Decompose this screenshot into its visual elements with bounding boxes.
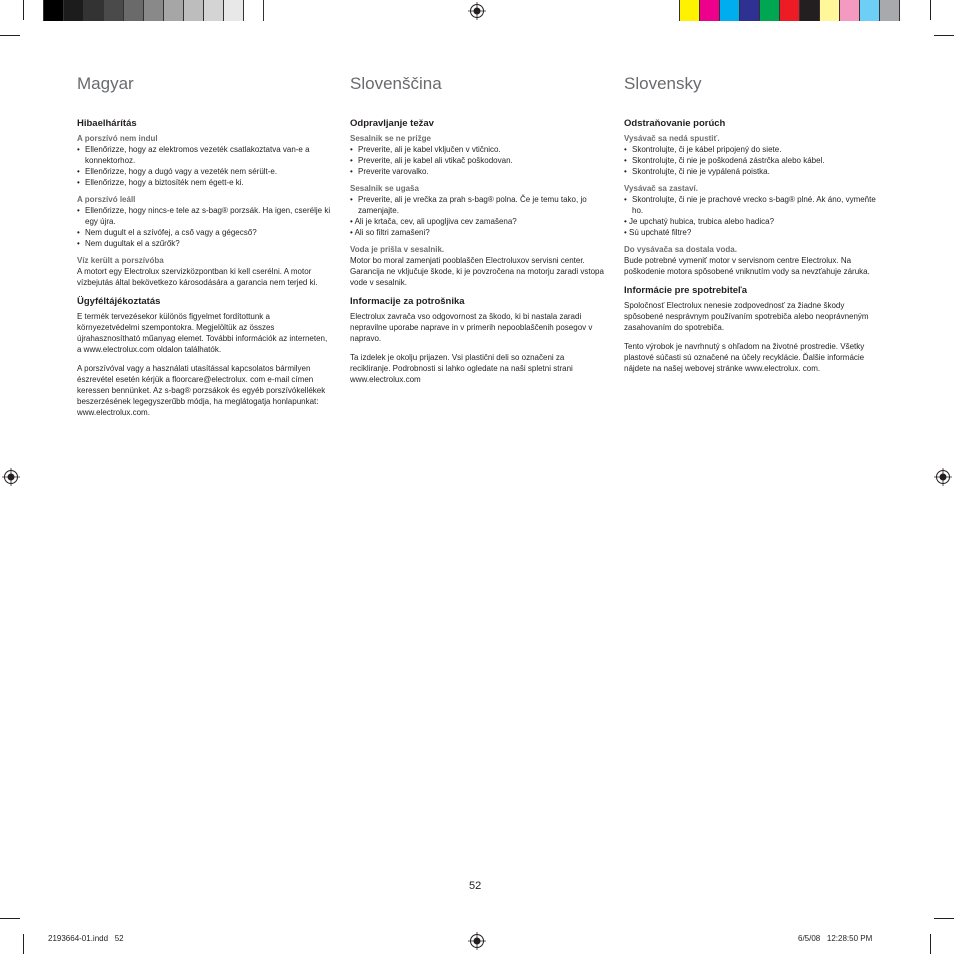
list-item: • Preverite, ali je vrečka za prah s-bag® polna. Če je temu tako, jo zamenjajte. — [350, 194, 605, 216]
problem-text: Bude potrebné vymeniť motor v servisnom centre Electrolux. Na poškodenie motora spôsobené vniknutím vody sa nevzťahuje záruka. — [624, 256, 870, 276]
list-item: • Ali so filtri zamašeni? — [350, 228, 430, 237]
list-item: • Nem dugult el a szívófej, a cső vagy a gégecső? — [77, 227, 332, 238]
grayscale-swatch-5 — [144, 0, 164, 21]
cmyk-swatch-9 — [860, 0, 880, 21]
registration-mark-icon — [2, 468, 20, 486]
cmyk-swatch-0 — [680, 0, 700, 21]
cmyk-swatch-5 — [780, 0, 800, 21]
list-item: • Ellenőrizze, hogy a dugó vagy a vezeték nem sérült-e. — [77, 166, 332, 177]
cmyk-swatch-4 — [760, 0, 780, 21]
problem-title: Vysávač sa nedá spustiť. — [624, 134, 720, 143]
problem-title: Víz került a porszívóba — [77, 256, 164, 265]
list-item: • Skontrolujte, či nie je poškodená zástrčka alebo kábel. — [624, 155, 879, 166]
consumer-info-paragraph: A porszívóval vagy a használati utasítással kapcsolatos bármilyen észrevétel esetén kérjük a floorcare@electrolux. com e-mail címen keressen bennünket. Az s-bag® porzsákok és egyéb porszívókellékek beszerzésének legegyszerűbb módja, ha meglátogatja honlapunkat: www.electrolux.com. — [77, 364, 326, 417]
list-item: • Preverite, ali je kabel ali vtikač poškodovan. — [350, 155, 605, 166]
language-title: Slovenščina — [350, 74, 442, 93]
list-item: • Skontrolujte, či nie je vypálená poistka. — [624, 166, 879, 177]
list-item: • Preverite, ali je kabel vključen v vtičnico. — [350, 144, 605, 155]
problem-title: A porszívó leáll — [77, 195, 136, 204]
troubleshooting-heading: Hibaelhárítás — [77, 118, 137, 129]
problem-text: Motor bo moral zamenjati pooblaščen Electroluxov servisni center. Garancija ne vključuje škode, ki je povzročena na motorju zaradi vstopa vode v sesalnik. — [350, 256, 604, 287]
crop-mark-top-right-v — [930, 0, 931, 20]
troubleshooting-heading: Odpravljanje težav — [350, 118, 434, 129]
problem-title: Voda je prišla v sesalnik. — [350, 245, 445, 254]
troubleshooting-heading: Odstraňovanie porúch — [624, 118, 726, 129]
consumer-info-paragraph: Ta izdelek je okolju prijazen. Vsi plastični deli so označeni za recikliranje. Podrobnosti si lahko ogledate na naši spletni strani www.electrolux.com — [350, 353, 573, 384]
consumer-info-paragraph: Tento výrobok je navrhnutý s ohľadom na životné prostredie. Všetky plastové súčasti sú označené na účely recyklácie. Ďalšie informácie nájdete na našej webovej stránke www.electrolux. com. — [624, 342, 865, 373]
cmyk-swatch-7 — [820, 0, 840, 21]
cmyk-color-bar — [679, 0, 900, 21]
grayscale-swatch-0 — [44, 0, 64, 21]
grayscale-swatch-4 — [124, 0, 144, 21]
registration-mark-icon — [468, 2, 486, 20]
consumer-info-paragraph: Spoločnosť Electrolux nenesie zodpovednosť za žiadne škody spôsobené nesprávnym používaním spotrebiča alebo neoprávneným zasahovaním do spotrebiča. — [624, 301, 869, 332]
column-slovak — [624, 72, 879, 382]
problem-text: A motort egy Electrolux szervizközpontban ki kell cserélni. A motor vízbejutás által bekövetkezo károsodására a garancia nem terjed ki. — [77, 267, 318, 287]
crop-mark-bottom-right-v — [930, 934, 931, 954]
problem-title: A porszívó nem indul — [77, 134, 158, 143]
crop-mark-top-left-v — [23, 0, 24, 20]
consumer-info-heading: Informacije za potrošnika — [350, 296, 465, 307]
list-item: • Ellenőrizze, hogy az elektromos vezeték csatlakoztatva van-e a konnektorhoz. — [77, 144, 332, 166]
list-item: • Ellenőrizze, hogy nincs-e tele az s-bag® porzsák. Ha igen, cserélje ki egy újra. — [77, 205, 332, 227]
cmyk-swatch-3 — [740, 0, 760, 21]
footer-file-info: 2193664-01.indd 52 — [48, 934, 124, 943]
consumer-info-paragraph: E termék tervezésekor különös figyelmet fordítottunk a környezetvédelmi szempontokra. Megjelöltük az összes újrahasznosítható műanyag elemet. További információk az interneten, a www.electrolux.com oldalon találhatók. — [77, 312, 328, 354]
consumer-info-paragraph: Electrolux zavrača vso odgovornost za škodo, ki bi nastala zaradi nepravilne uporabe naprave in v primerih nepooblaščenih posegov v napravo. — [350, 312, 593, 343]
consumer-info-heading: Ügyféltájékoztatás — [77, 296, 161, 307]
crop-mark-bottom-right-h — [934, 918, 954, 919]
cmyk-swatch-6 — [800, 0, 820, 21]
list-item: • Ellenőrizze, hogy a biztosíték nem égett-e ki. — [77, 177, 332, 188]
registration-mark-icon — [468, 932, 486, 950]
page-number: 52 — [469, 880, 482, 892]
registration-mark-icon — [934, 468, 952, 486]
problem-title: Sesalnik se ne prižge — [350, 134, 431, 143]
crop-mark-top-right-h — [934, 35, 954, 36]
consumer-info-heading: Informácie pre spotrebiteľa — [624, 285, 747, 296]
grayscale-swatch-2 — [84, 0, 104, 21]
grayscale-swatch-10 — [244, 0, 264, 21]
cmyk-swatch-8 — [840, 0, 860, 21]
cmyk-swatch-2 — [720, 0, 740, 21]
footer-timestamp: 6/5/08 12:28:50 PM — [798, 934, 873, 943]
language-title: Magyar — [77, 74, 134, 93]
list-item: • Skontrolujte, či je kábel pripojený do siete. — [624, 144, 879, 155]
grayscale-swatch-3 — [104, 0, 124, 21]
list-item: • Je upchatý hubica, trubica alebo hadica? — [624, 217, 775, 226]
list-item: • Nem dugultak el a szűrők? — [77, 238, 332, 249]
grayscale-swatch-8 — [204, 0, 224, 21]
crop-mark-top-left-h — [0, 35, 20, 36]
problem-title: Do vysávača sa dostala voda. — [624, 245, 737, 254]
problem-title: Vysávač sa zastaví. — [624, 184, 698, 193]
column-slovenian — [350, 72, 605, 393]
list-item: • Skontrolujte, či nie je prachové vrecko s-bag® plné. Ak áno, vymeňte ho. — [624, 194, 879, 216]
grayscale-swatch-7 — [184, 0, 204, 21]
problem-title: Sesalnik se ugaša — [350, 184, 419, 193]
cmyk-swatch-1 — [700, 0, 720, 21]
list-item: • Sú upchaté filtre? — [624, 228, 692, 237]
language-title: Slovensky — [624, 74, 702, 93]
column-hungarian — [77, 72, 332, 426]
grayscale-swatch-6 — [164, 0, 184, 21]
crop-mark-bottom-left-v — [23, 934, 24, 954]
cmyk-swatch-10 — [880, 0, 900, 21]
grayscale-swatch-1 — [64, 0, 84, 21]
grayscale-color-bar — [43, 0, 264, 21]
list-item: • Ali je krtača, cev, ali upogljiva cev zamašena? — [350, 217, 517, 226]
crop-mark-bottom-left-h — [0, 918, 20, 919]
grayscale-swatch-9 — [224, 0, 244, 21]
list-item: • Preverite varovalko. — [350, 166, 605, 177]
